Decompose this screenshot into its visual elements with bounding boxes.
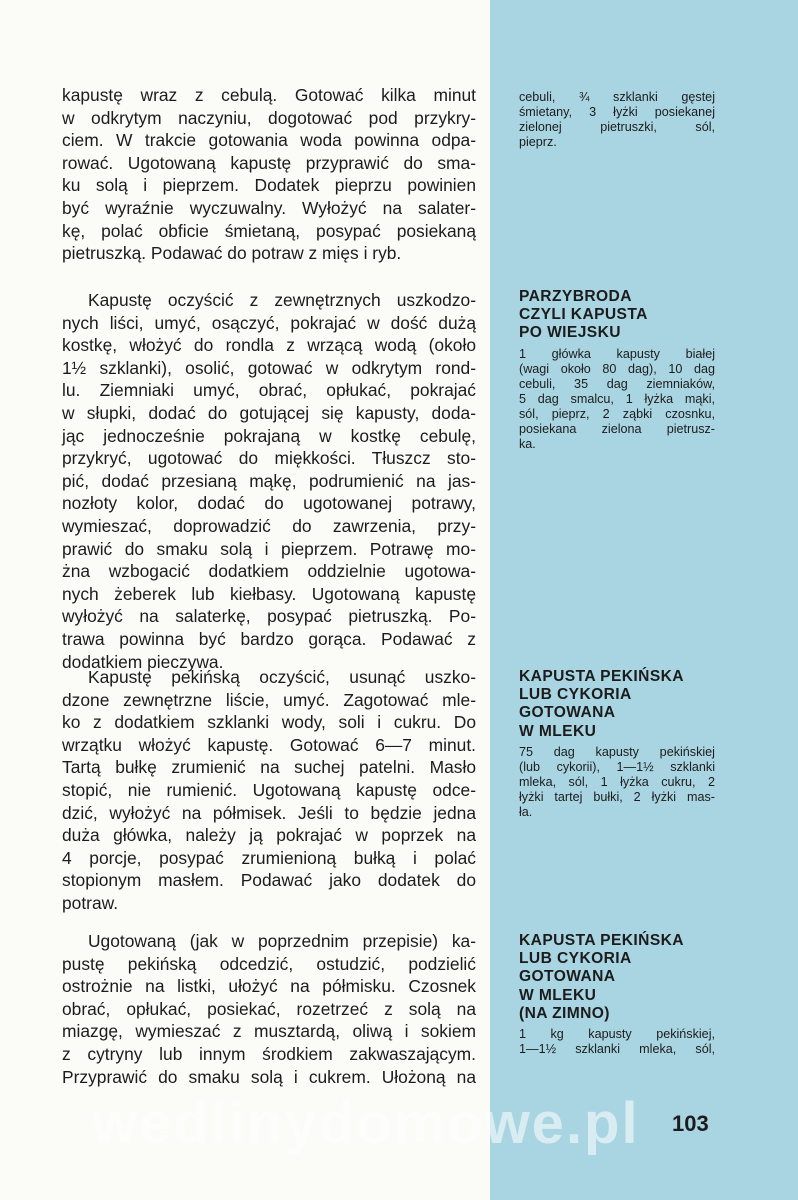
ingredient-line: mleka, sól, 1 łyżka cukru, 2 [519,775,715,789]
text-line: Kapustę oczyścić z zewnętrznych uszkodzo- [88,290,476,310]
title-line: KAPUSTA PEKIŃSKA [519,932,684,949]
text-line: ostrożnie na listki, ułożyć na półmisku. Czosnek [62,976,476,997]
recipe-text-kapusta-pekinska-na-zimno [62,930,476,1088]
text-line: potraw. [62,892,119,913]
text-line: pietruszką. Podawać do potraw z mięs i ryb. [62,243,402,264]
title-line: LUB CYKORIA [519,950,632,968]
sidebar-recipe-kapusta-pekinska-w-mleku [519,668,715,820]
text-line: nych liści, umyć, osączyć, pokrajać w dość dużą [62,312,476,333]
text-line: 4 porcje, posypać zrumienioną bułką i polać [62,847,476,868]
text-line: ciem. W trakcie gotowania woda powinna odpa- [62,130,476,151]
text-line: w odkrytym naczyniu, dogotować pod przykry- [62,107,476,128]
text-line: stopionym masłem. Podawać jako dodatek do [62,870,476,891]
title-line: W MLEKU [519,986,597,1004]
text-line: trawa powinna być bardzo gorąca. Podawać z [62,628,476,649]
watermark: wedlinydomowe.pl [92,1091,640,1156]
text-line: nozłoty kolor, dodać do ugotowanej potrawy, [62,493,476,514]
sidebar-recipe-parzybroda [519,288,715,452]
text-line: wymieszać, doprowadzić do zawrzenia, przy- [62,515,476,536]
ingredient-line: pieprz. [519,135,557,150]
text-line: obrać, opłukać, posiekać, rozetrzeć z solą na [62,998,476,1019]
title-line: PARZYBRODA [519,288,632,305]
text-line: 1½ szklanki), osolić, gotować w odkrytym rond- [62,357,476,378]
title-line: PO WIEJSKU [519,324,621,342]
title-line: KAPUSTA PEKIŃSKA [519,668,684,685]
text-line: Przyprawić do smaku solą i cukrem. Ułożoną na [62,1066,476,1087]
ingredient-line: posiekana zielona pietrusz- [519,422,715,437]
text-line: prawić do smaku solą i pieprzem. Potrawę mo- [62,538,476,559]
title-line: GOTOWANA [519,968,616,986]
text-line: jąc jednocześnie pokrajaną w kostkę cebulę, [62,425,476,446]
text-line: wyłożyć na salaterkę, posypać pietruszką. Po- [62,606,476,627]
text-line: dzone zewnętrzne liście, umyć. Zagotować mle- [62,689,476,710]
ingredient-line: (wagi około 80 dag), 10 dag [519,361,715,376]
ingredient-line: śmietany, 3 łyżki posiekanej [519,105,715,120]
title-line: (NA ZIMNO) [519,1004,610,1022]
ingredient-line: 1 kg kapusty pekińskiej, [519,1027,715,1042]
text-line: pić, dodać przesianą mąkę, podrumienić na jas- [62,470,476,491]
ingredients-list [519,90,715,150]
recipe-title [519,668,715,741]
title-line: GOTOWANA [519,704,616,722]
text-line: Ugotowaną (jak w poprzednim przepisie) ka- [88,931,476,951]
recipe-text-parzybroda [62,289,476,673]
text-line: rować. Ugotowaną kapustę przyprawić do sma- [62,152,476,173]
ingredient-line: (lub cykorii), 1—1½ szklanki [519,759,715,774]
ingredients-list [519,1027,715,1057]
page-number: 103 [672,1111,709,1136]
text-line: pustę pekińską odcedzić, ostudzić, podzielić [62,953,476,974]
text-line: duża główka, należy ją pokrajać w poprzek na [62,825,476,846]
sidebar-ingredients-continued [519,90,715,150]
text-line: być wyraźnie wyczuwalny. Wyłożyć na salater- [62,197,476,218]
text-line: kę, polać obficie śmietaną, posypać posiekaną [62,220,476,241]
ingredients-list [519,745,715,820]
ingredient-line: ła. [519,805,533,820]
ingredients-list [519,347,715,453]
text-line: Kapustę pekińską oczyścić, usunąć uszko- [88,667,476,687]
text-line: miazgę, wymieszać z musztardą, oliwą i sokiem [62,1021,476,1042]
recipe-title [519,932,715,1023]
text-line: kapustę wraz z cebulą. Gotować kilka minut [62,85,476,105]
text-line: stopić, nie rumienić. Ugotowaną kapustę odce- [62,779,476,800]
ingredient-line: 1—1½ szklanki mleka, sól, [519,1042,715,1057]
text-line: lu. Ziemniaki umyć, obrać, opłukać, pokrajać [62,380,476,401]
ingredient-line: 5 dag smalcu, 1 łyżka mąki, [519,391,715,406]
ingredient-line: 1 główka kapusty białej [519,346,715,361]
title-line: LUB CYKORIA [519,686,632,704]
ingredient-line: cebuli, 35 dag ziemniaków, [519,376,715,391]
text-line: w słupki, dodać do gotującej się kapusty, doda- [62,402,476,423]
text-line: dodatkiem pieczywa. [62,651,224,672]
recipe-text-kapusta-ze-smietana [62,84,476,265]
text-line: dzić, wyłożyć na półmisek. Jeśli to będzie jedna [62,802,476,823]
ingredient-line: cebuli, ¾ szklanki gęstej [519,90,715,104]
text-line: ku solą i pieprzem. Dodatek pieprzu powinien [62,175,476,196]
title-line: CZYLI KAPUSTA [519,306,648,324]
text-line: kostkę, włożyć do rondla z wrzącą wodą (około [62,335,476,356]
recipe-text-kapusta-pekinska-gotowana [62,666,476,915]
text-line: nych żeberek lub kiełbasy. Ugotowaną kapustę [62,583,476,604]
ingredient-line: ka. [519,437,536,452]
text-line: przykryć, ugotować do miękkości. Tłuszcz sto- [62,448,476,469]
text-line: Tartą bułkę zrumienić na suchej patelni. Masło [62,757,476,778]
recipe-title [519,288,715,343]
text-line: z cytryny lub innym środkiem zakwaszającym. [62,1043,476,1064]
ingredient-line: zielonej pietruszki, sól, [519,120,715,135]
ingredient-line: sól, pieprz, 2 ząbki czosnku, [519,406,715,421]
text-line: żna wzbogacić dodatkiem oddzielnie ugotowa- [62,561,476,582]
ingredient-line: 75 dag kapusty pekińskiej [519,744,715,759]
text-line: wrzątku włożyć kapustę. Gotować 6—7 minut. [62,734,476,755]
sidebar-recipe-kapusta-pekinska-na-zimno [519,932,715,1057]
text-line: ko z dodatkiem szklanki wody, soli i cukru. Do [62,712,476,733]
title-line: W MLEKU [519,722,597,740]
ingredient-line: łyżki tartej bułki, 2 łyżki mas- [519,790,715,805]
